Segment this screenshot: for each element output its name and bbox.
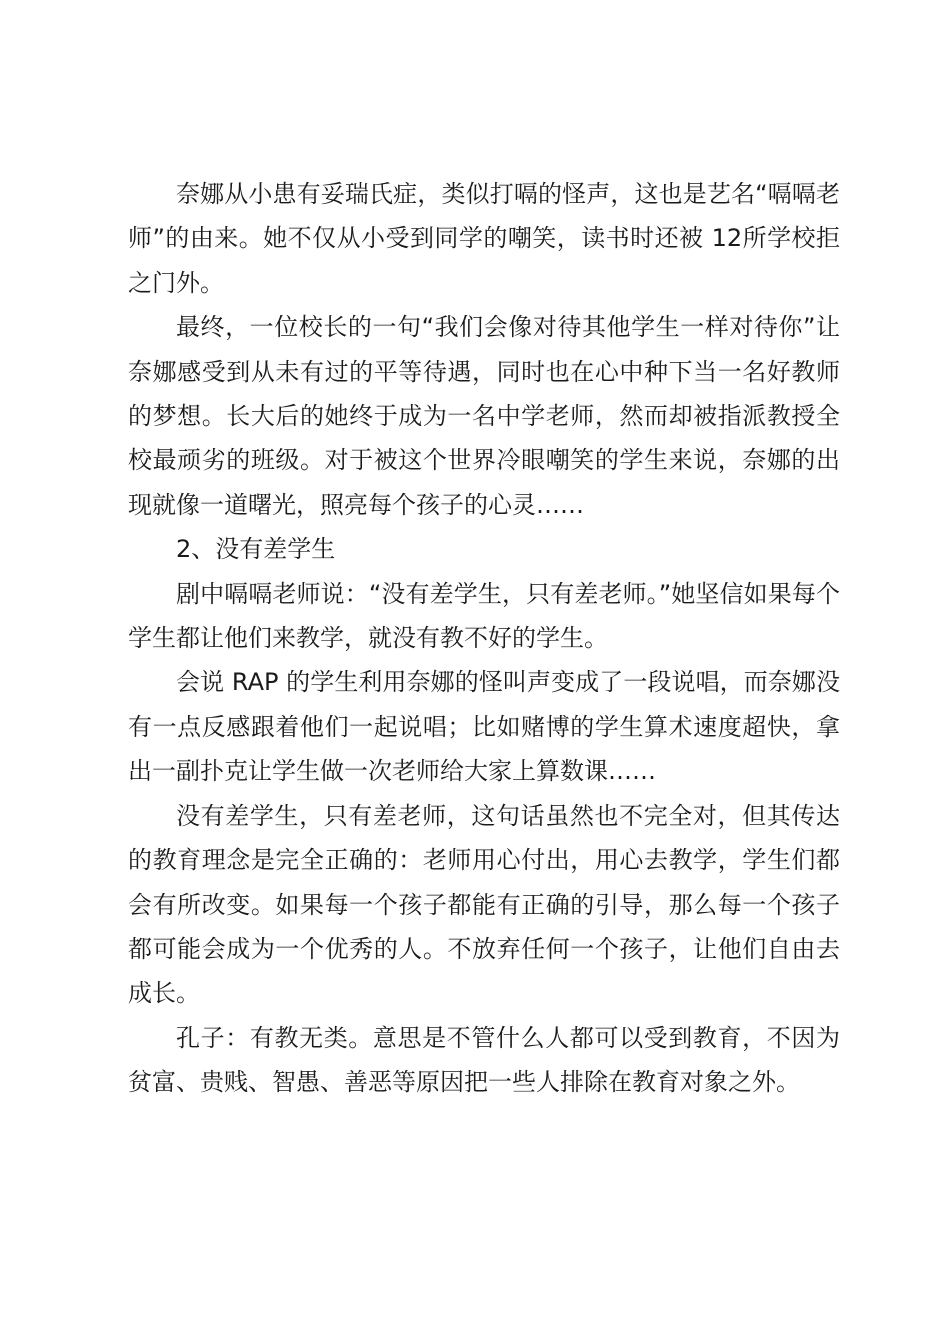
paragraph-principal-quote: 最终，一位校长的一句“我们会像对待其他学生一样对待你”让奈娜感受到从未有过的平等待遇，同时也在心中种下当一名好教师的梦想。长大后的她终于成为一名中学老师，然而却被指派教授全校最顽劣的班级。对于被这个世界冷眼嘲笑的学生来说，奈娜的出现就像一道曙光，照亮每个孩子的心灵…… <box>128 313 840 519</box>
paragraph-education-philosophy: 没有差学生，只有差老师，这句话虽然也不完全对，但其传达的教育理念是完全正确的：老师用心付出，用心去教学，学生们都会有所改变。如果每一个孩子都能有正确的引导，那么每一个孩子都可能会成为一个优秀的人。不放弃任何一个孩子，让他们自由去成长。 <box>128 801 840 1008</box>
paragraph-story-intro: 奈娜从小患有妥瑞氏症，类似打嗝的怪声，这也是艺名“嗝嗝老师”的由来。她不仅从小受到同学的嘲笑，读书时还被 12所学校拒之门外。 <box>128 180 840 297</box>
paragraph-rap-example: 会说 RAP 的学生利用奈娜的怪叫声变成了一段说唱，而奈娜没有一点反感跟着他们一起说唱；比如赌博的学生算术速度超快，拿出一副扑克让学生做一次老师给大家上算数课…… <box>128 668 840 786</box>
paragraph-confucius-quote: 孔子：有教无类。意思是不管什么人都可以受到教育，不因为贫富、贵贱、智愚、善恶等原因把一些人排除在教育对象之外。 <box>128 1023 840 1097</box>
section-heading-no-bad-students: 2、没有差学生 <box>176 535 336 564</box>
paragraph-teacher-belief: 剧中嗝嗝老师说：“没有差学生，只有差老师。”她坚信如果每个学生都让他们来教学，就没有教不好的学生。 <box>128 579 840 653</box>
document-body <box>128 172 840 1105</box>
